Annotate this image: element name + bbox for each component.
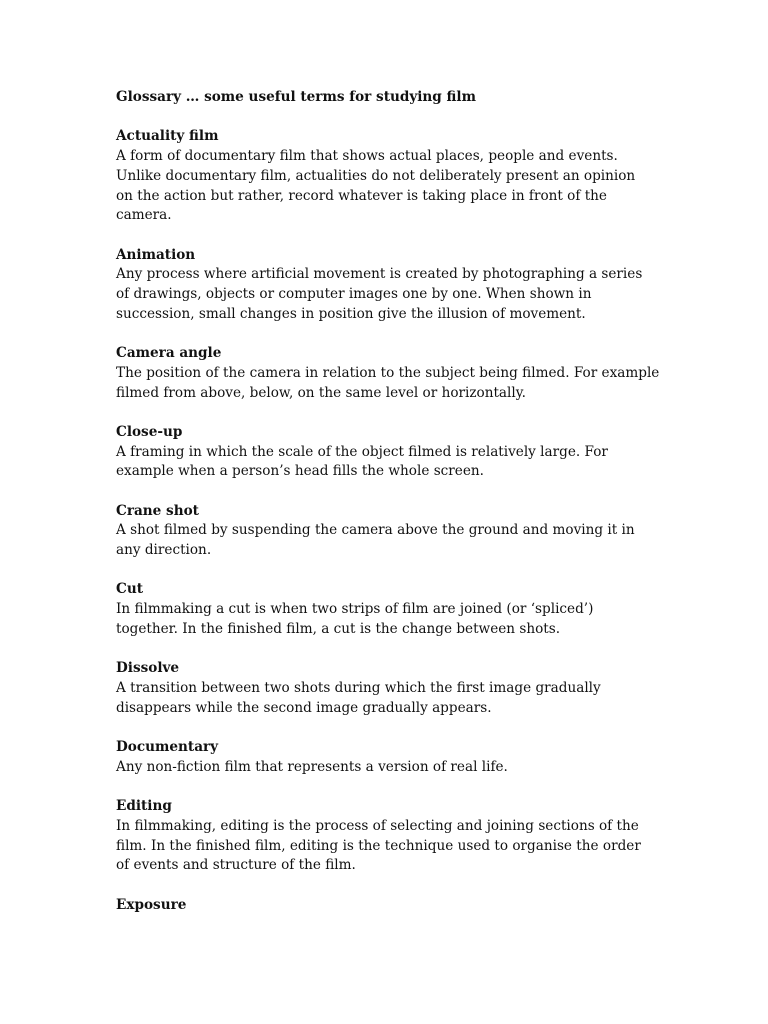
glossary-definition-line: disappears while the second image gradually appears. — [116, 699, 492, 716]
glossary-definition-line: film. In the finished film, editing is the technique used to organise the order — [116, 837, 641, 854]
glossary-definition-line: succession, small changes in position give the illusion of movement. — [116, 305, 586, 322]
glossary-term: Camera angle — [116, 345, 222, 362]
glossary-definition-line: A transition between two shots during which the first image gradually — [116, 679, 601, 696]
glossary-entry — [116, 246, 676, 325]
glossary-definition-line: filmed from above, below, on the same level or horizontally. — [116, 384, 526, 401]
glossary-entry — [116, 502, 676, 561]
glossary-definition-line: A framing in which the scale of the object filmed is relatively large. For — [116, 443, 608, 460]
glossary-definition-line: camera. — [116, 207, 172, 224]
glossary-definition-line: of drawings, objects or computer images one by one. When shown in — [116, 286, 592, 302]
glossary-term: Editing — [116, 798, 172, 815]
glossary-definition-line: on the action but rather, record whatever is taking place in front of the — [116, 187, 607, 204]
glossary-entry — [116, 127, 676, 226]
document-page — [116, 88, 676, 935]
glossary-definition-line: Unlike documentary film, actualities do not deliberately present an opinion — [116, 167, 636, 184]
glossary-entry — [116, 738, 676, 777]
glossary-term: Crane shot — [116, 502, 199, 519]
glossary-entry — [116, 423, 676, 482]
glossary-definition-line: example when a person’s head fills the whole screen. — [116, 463, 484, 480]
glossary-definition-line: Any process where artificial movement is created by photographing a series — [116, 266, 643, 283]
glossary-term: Documentary — [116, 739, 219, 756]
glossary-definition-line: The position of the camera in relation to the subject being filmed. For example — [116, 364, 660, 381]
glossary-term: Exposure — [116, 896, 187, 913]
glossary-definition-line: A form of documentary film that shows actual places, people and events. — [116, 148, 618, 165]
glossary-term: Dissolve — [116, 660, 180, 677]
glossary-entry — [116, 580, 676, 639]
glossary-term: Cut — [116, 581, 143, 598]
glossary-definition-line: together. In the finished film, a cut is the change between shots. — [116, 620, 561, 637]
glossary-definition-line: In filmmaking, editing is the process of selecting and joining sections of the — [116, 817, 639, 834]
glossary-definition-line: Any non-fiction film that represents a version of real life. — [116, 758, 508, 775]
glossary-entry — [116, 797, 676, 876]
glossary-term: Actuality film — [116, 128, 219, 145]
glossary-entry — [116, 344, 676, 403]
glossary-definition-line: A shot filmed by suspending the camera above the ground and moving it in — [116, 522, 635, 539]
glossary-entries — [116, 127, 676, 915]
page-title: Glossary … some useful terms for studying film — [116, 89, 476, 105]
glossary-definition-line: In filmmaking a cut is when two strips of film are joined (or ‘spliced’) — [116, 601, 594, 618]
glossary-entry — [116, 896, 676, 916]
glossary-definition-line: any direction. — [116, 542, 212, 559]
glossary-term: Animation — [116, 246, 196, 263]
glossary-term: Close-up — [116, 423, 183, 440]
glossary-definition-line: of events and structure of the film. — [116, 857, 356, 874]
glossary-entry — [116, 659, 676, 718]
